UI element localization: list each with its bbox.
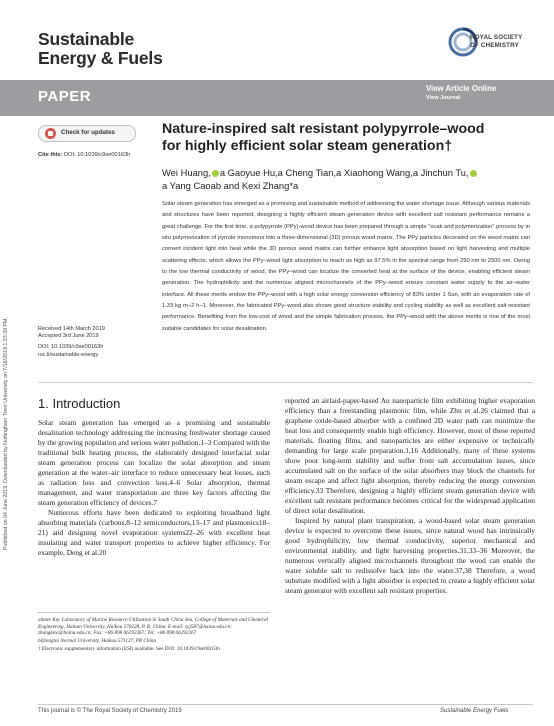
- article-title: [162, 121, 532, 155]
- check-for-updates-button[interactable]: [38, 125, 136, 142]
- view-journal-link[interactable]: View Journal: [426, 95, 461, 101]
- footer-journal: Sustainable Energy Fuels: [440, 708, 509, 714]
- authors-line1: Wei Huang,: [162, 167, 211, 178]
- intro-paragraph-4: Inspired by natural plant transpiration, a wood-based solar steam generation device is expected to overcome these issues, since natural wood has intrinsically good hydrophilicity, low thermal conductivity, superior mechanical and environmental stability, and light harvesting properties.31,33–36 Moreover, the numerous vertically aligned microchannels throughout the wood can enable the water soluble salt to redissolve back into the water.37,38 Therefore, a wood substrate modified with a light absorber is expected to create a highly efficient solar steam generator with excellent salt resistant properties.: [285, 516, 535, 595]
- view-article-online-link[interactable]: View Article Online: [426, 84, 497, 93]
- authors-line1b: a Gaoyue Hu,a Cheng Tian,a Xiaohong Wang,a Jinchun Tu,: [219, 167, 469, 178]
- author-list: [162, 166, 522, 192]
- section-heading: 1. Introduction: [38, 396, 121, 411]
- footnote-affiliation-b: bQiongtai Normal University, Haikou 571127, PR China: [38, 638, 157, 645]
- journal-name-line1: Sustainable: [38, 29, 135, 49]
- rsc-line1: ROYAL SOCIETY: [470, 34, 523, 41]
- article-dates: [38, 326, 105, 352]
- rsc-line2: OF CHEMISTRY: [470, 41, 519, 49]
- journal-name-line2: Energy & Fuels: [38, 48, 163, 68]
- abstract: [162, 199, 530, 335]
- intro-paragraph-2: Numerous efforts have been dedicated to exploiting broadband light absorbing materials (carbons,8–12 semiconductors,13–17 and plasmonics18–21) and designing novel evaporation systems22–26 with excellent heat insulating and water transport properties to achieve higher efficiency. For example, Deng et al.20: [38, 508, 270, 557]
- update-badge-icon: [45, 128, 56, 139]
- title-line2: for highly efficient solar steam generation†: [162, 138, 453, 154]
- received-date: Received 14th March 2019: [38, 326, 105, 332]
- footnote-rule: [38, 612, 270, 613]
- authors-line2: a Yang Caoab and Kexi Zhang*a: [162, 180, 299, 191]
- abstract-text: Solar steam generation has emerged as a promising and sustainable method of addressing the water shortage issue. Although various materials and structures have been reported, designing a highly efficient steam generation device with excellent salt resistant performance remains a great challenge. For the first time, a polypyrrole (PPy)-wood device has been prepared through a simple "soak and polymerization" process by in situ polymerization of pyrrole monomers into a three-dimensional (3D) porous wood matrix. The PPy particles decorated on the wood matrix can convert incident light into heat while the 3D porous wood matrix can further enhance light absorption based on light harvesting and multiple scattering effects, which allows the PPy–wood light absorption to reach as high as 97.5% in the spectral range from 250 nm to 2500 nm. Owing to the low thermal conductivity of wood, the PPy–wood can localize the converted heat at the surface of the device, enabling efficient steam generation. The hydrophilicity and the numerous aligned microchannels of the PPy–wood ensure constant water supply to the air–water interface. All these merits endow the PPy–wood with a high solar energy conversion efficiency of 83% under 1 Sun, with an evaporation rate of 1.33 kg m−2 h−1. Moreover, the fabricated PPy–wood also shows good structure stability and cycling stability as well as excellent salt resistant performance. Benefiting from the low-cost of wood and the simple fabrication process, the PPy–wood with the above merits is one of the most suitable candidates for solar desalination.: [162, 201, 530, 332]
- title-line1: Nature-inspired salt resistant polypyrrole–wood: [162, 121, 485, 137]
- footer-copyright: This journal is © The Royal Society of Chemistry 2019: [38, 708, 182, 714]
- accepted-date: Accepted 3rd June 2019: [38, 333, 99, 340]
- footnote-affiliation-a: aState Key Laboratory of Marine Resource Utilization in South China Sea, College of Materials and Chemical Engineering, Hainan University, Haikou 570228, P. R. China. E-mail: zyj587@hainu.edu.cn; zhangkexi@hainu.edu.cn; Fax: +86 898 66292367; Tel: +86 898 66292367: [38, 617, 269, 637]
- cite-label: Cite this:: [38, 152, 63, 158]
- check-for-updates-label: Check for updates: [61, 129, 115, 136]
- footer-rule: [38, 704, 533, 705]
- intro-paragraph-3: reported an airlaid-paper-based Au nanoparticle film exhibiting higher evaporation efficiency than a freestanding plasmonic film, while Zhu et al.26 claimed that a graphene oxide-based absorber with a confined 2D water path can minimize the heat loss and consequently enable high efficiency. However, most of these reported materials, floating films, and nanoparticles are either expensive or technically demanding for large scale preparation.1,16 Additionally, many of these systems show poor long-term stability and suffer from salt accumulation issues, since accumulated salt on the surface of the solar absorbers may block the channels for steam escape and affect light absorption, thereby reducing the energy conversion efficiency.33 Therefore, designing a highly efficient steam generation device with excellent salt resistant performance becomes critical for the widespread application of direct solar desalination.: [285, 396, 535, 515]
- orcid-icon[interactable]: [470, 170, 477, 177]
- footnote-esi: † Electronic supplementary information (ESI) available. See DOI: 10.1039/c9se00163h: [38, 645, 220, 652]
- body-column-left: [38, 418, 270, 558]
- journal-link[interactable]: rsc.li/sustainable-energy: [38, 352, 99, 358]
- cite-doi: DOI: 10.1039/c9se00163h: [63, 152, 131, 158]
- intro-paragraph-1: Solar steam generation has emerged as a promising and sustainable desalination technology addressing the increasing freshwater shortage caused by the growing population and serious water pollution.1–3 Compared with the traditional bulk heating process, the elaborately designed interfacial solar steam generation process can localize the solar absorption and steam generation at the water–air interface to reduce unnecessary heat losses, such as radiation loss and convection loss.4–6 Solar absorption, thermal management, and water transportation are three key factors affecting the steam generation efficiency of devices.7: [38, 418, 270, 507]
- side-note-text: Published on 04 June 2019. Downloaded by Nottingham Trent University on 7/18/2019 1:33:39 PM.: [3, 317, 9, 550]
- section-divider: [38, 382, 533, 383]
- body-column-right: [285, 396, 535, 596]
- rsc-logo-text: [470, 34, 522, 49]
- cite-line: [38, 152, 130, 158]
- journal-name: [38, 30, 163, 68]
- orcid-icon[interactable]: [212, 170, 219, 177]
- footnotes: [38, 617, 270, 654]
- dates-doi: DOI: 10.1039/c9se00163h: [38, 344, 104, 351]
- publication-side-note: [1, 140, 13, 550]
- article-type-label: PAPER: [38, 88, 92, 105]
